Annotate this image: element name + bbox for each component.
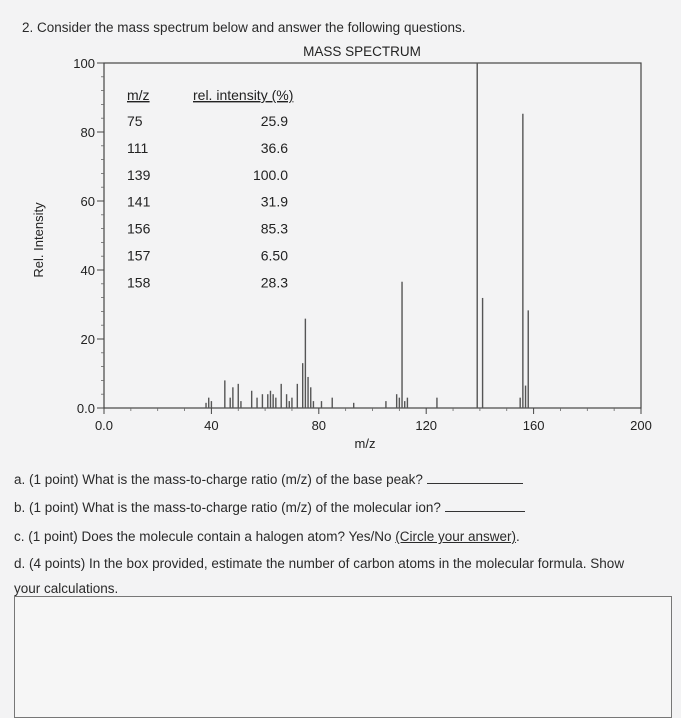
x-tick-label: 40 — [204, 418, 219, 433]
y-axis — [73, 56, 104, 416]
question-title: 2. Consider the mass spectrum below and answer the following questions. — [22, 20, 466, 35]
y-axis-label: Rel. Intensity — [31, 202, 46, 278]
question-c — [14, 529, 520, 544]
y-tick-label: 0.0 — [76, 401, 95, 416]
answer-a-blank[interactable] — [427, 472, 523, 484]
x-tick-label: 120 — [415, 418, 438, 433]
chart-title: MASS SPECTRUM — [303, 44, 421, 59]
y-tick-label: 100 — [73, 56, 95, 71]
table-cell-mz: 111 — [127, 139, 149, 156]
table-cell-intensity: 6.50 — [260, 247, 288, 264]
table-cell-mz: 75 — [127, 113, 143, 129]
table-cell-mz: 139 — [127, 166, 151, 183]
x-tick-label: 160 — [522, 418, 545, 433]
x-axis-label: m/z — [354, 436, 376, 451]
table-cell-intensity: 85.3 — [260, 220, 288, 237]
table-cell-intensity: 25.9 — [260, 113, 288, 129]
question-d-line1: d. (4 points) In the box provided, estimate the number of carbon atoms in the molecular formula. Show — [14, 556, 625, 571]
y-tick-label: 60 — [80, 194, 95, 209]
table-cell-intensity: 36.6 — [260, 139, 288, 156]
table-cell-mz: 158 — [127, 274, 151, 291]
y-tick-label: 20 — [80, 332, 95, 347]
x-tick-label: 200 — [630, 418, 652, 433]
question-b-text: b. (1 point) What is the mass-to-charge ratio (m/z) of the molecular ion? — [14, 500, 441, 515]
spectrum-peaks — [206, 63, 528, 408]
y-tick-label: 80 — [80, 125, 95, 140]
table-cell-mz: 156 — [127, 220, 151, 237]
table-cell-intensity: 28.3 — [260, 274, 288, 291]
x-tick-label: 80 — [311, 418, 327, 433]
x-tick-label: 0.0 — [94, 418, 114, 433]
question-c-text: c. (1 point) Does the molecule contain a halogen atom? Yes/No — [14, 529, 396, 544]
question-b — [14, 500, 525, 515]
question-a — [14, 472, 523, 487]
table-cell-intensity: 31.9 — [260, 193, 288, 210]
y-tick-label: 40 — [80, 263, 95, 278]
question-c-instruction: (Circle your answer) — [395, 529, 517, 544]
table-header-intensity: rel. intensity (%) — [193, 87, 294, 103]
question-a-text: a. (1 point) What is the mass-to-charge ratio (m/z) of the base peak? — [14, 472, 423, 487]
question-d-line2: your calculations. — [14, 581, 119, 596]
table-cell-mz: 157 — [127, 247, 151, 264]
x-axis — [95, 408, 652, 433]
table-header-mz: m/z — [127, 87, 150, 103]
question-c-tail: . — [516, 529, 520, 544]
table-cell-intensity: 100.0 — [252, 166, 288, 183]
plot-frame — [104, 63, 641, 408]
table-cell-mz: 141 — [127, 193, 151, 210]
answer-b-blank[interactable] — [445, 500, 525, 512]
data-table — [127, 87, 293, 290]
